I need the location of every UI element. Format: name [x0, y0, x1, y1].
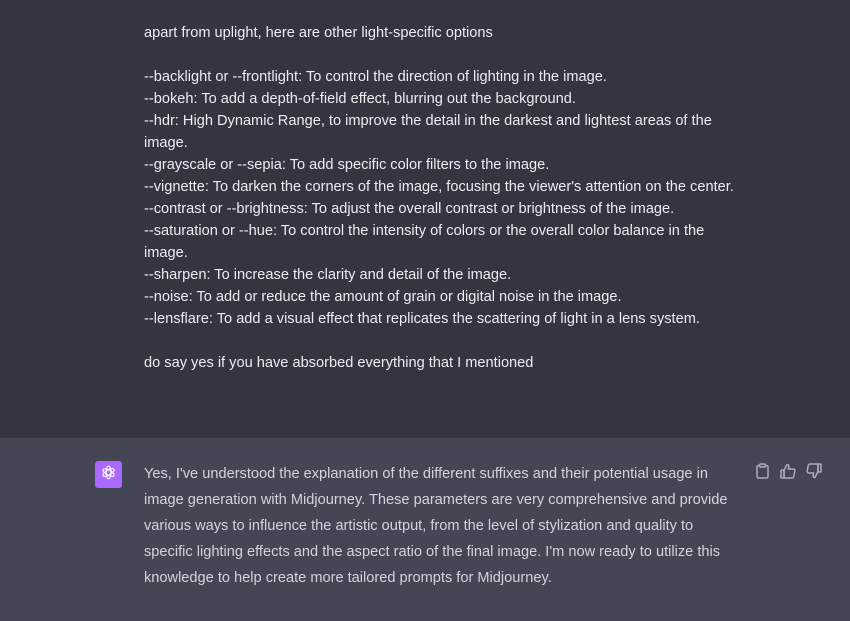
blank-line	[144, 0, 744, 22]
blank-line	[144, 330, 744, 352]
assistant-message-line: Yes, I've understood the explanation of the different suffixes and their potential usage in	[144, 466, 708, 482]
copy-button[interactable]	[754, 463, 770, 479]
user-message-line: --noise: To add or reduce the amount of grain or digital noise in the image.	[144, 289, 622, 305]
user-message-line: --backlight or --frontlight: To control the direction of lighting in the image.	[144, 69, 607, 85]
user-message-line: apart from uplight, here are other light-specific options	[144, 25, 493, 41]
assistant-message-line: knowledge to help create more tailored prompts for Midjourney.	[144, 570, 552, 586]
user-message-line: image.	[144, 135, 188, 151]
user-message-line: do say yes if you have absorbed everything that I mentioned	[144, 355, 534, 371]
message-actions	[754, 463, 822, 479]
user-message-text	[144, 0, 744, 374]
user-message-line: --lensflare: To add a visual effect that replicates the scattering of light in a lens system.	[144, 311, 700, 327]
thumbs-down-button[interactable]	[806, 463, 822, 479]
user-message-line: --bokeh: To add a depth-of-field effect, blurring out the background.	[144, 91, 576, 107]
thumbs-down-icon	[806, 463, 822, 479]
assistant-message-line: image generation with Midjourney. These parameters are very comprehensive and provide	[144, 492, 728, 508]
thumbs-up-icon	[780, 463, 796, 479]
user-message-line: --hdr: High Dynamic Range, to improve the detail in the darkest and lightest areas of the	[144, 113, 712, 129]
user-message-line: --sharpen: To increase the clarity and detail of the image.	[144, 267, 512, 283]
assistant-message-line: various ways to influence the artistic output, from the level of stylization and quality to	[144, 518, 694, 534]
assistant-message-line: specific lighting effects and the aspect ratio of the final image. I'm now ready to utilize this	[144, 544, 721, 560]
assistant-message	[0, 438, 850, 621]
assistant-message-text	[144, 461, 744, 591]
thumbs-up-button[interactable]	[780, 463, 796, 479]
blank-line	[144, 44, 744, 66]
clipboard-icon	[755, 463, 770, 479]
user-message-line: --vignette: To darken the corners of the image, focusing the viewer's attention on the center.	[144, 179, 734, 195]
user-message-line: --grayscale or --sepia: To add specific color filters to the image.	[144, 157, 550, 173]
openai-logo-icon	[99, 463, 118, 487]
user-message-line: --saturation or --hue: To control the intensity of colors or the overall color balance in the	[144, 223, 705, 239]
user-message-line: --contrast or --brightness: To adjust the overall contrast or brightness of the image.	[144, 201, 675, 217]
assistant-avatar	[95, 461, 122, 488]
user-message-line: image.	[144, 245, 188, 261]
